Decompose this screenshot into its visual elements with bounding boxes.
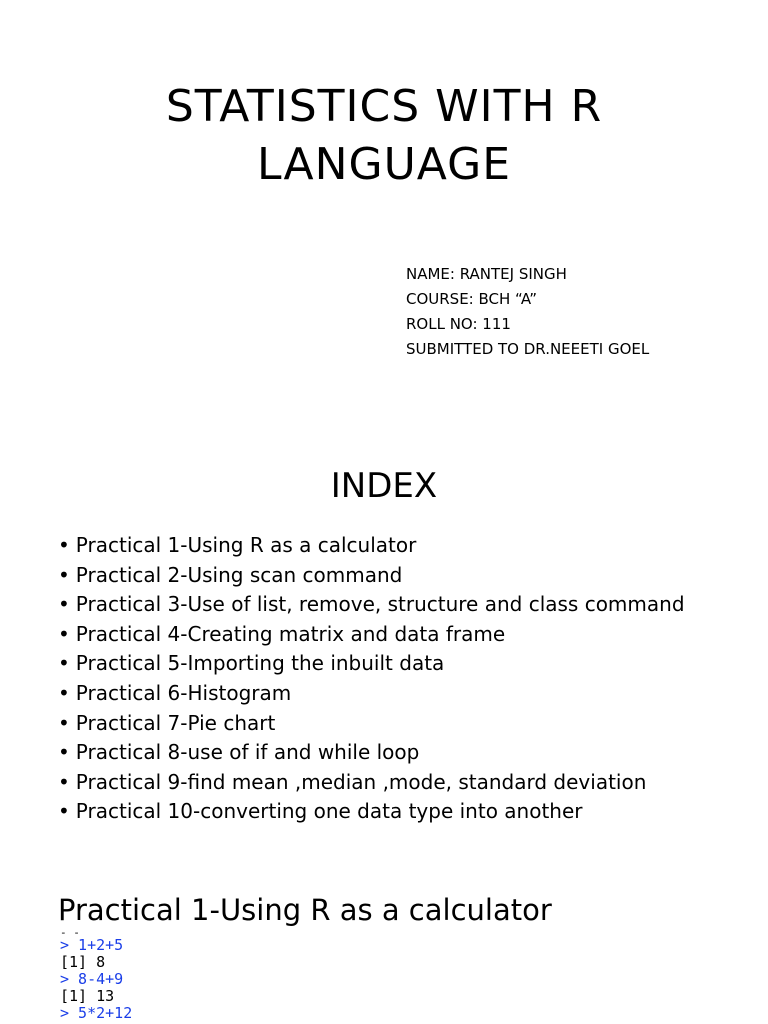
console-top-marker: - - [60,928,80,937]
bullet-icon: • [58,651,70,676]
bullet-icon: • [58,769,70,794]
bullet-icon: • [58,562,70,587]
index-list [58,531,685,827]
bullet-icon: • [58,533,70,557]
bullet-icon: • [58,799,70,824]
document-title [0,78,768,194]
index-item [58,768,685,798]
student-course: COURSE: BCH “A” [406,290,538,308]
index-item [58,797,685,827]
index-item-label: Practical 1-Using R as a calculator [75,533,417,557]
console-command-line: > 5*2+12 [60,1004,133,1022]
index-item [58,649,685,679]
index-item-label: Practical 10-converting one data type into another [75,799,583,824]
title-line-2: LANGUAGE [256,139,512,190]
index-item-label: Practical 5-Importing the inbuilt data [75,651,445,676]
console-command-line: > 8-4+9 [60,970,124,988]
console-result-line: [1] 8 [60,953,106,971]
index-item-label: Practical 6-Histogram [75,680,292,705]
index-item [58,620,685,650]
index-item [58,679,685,709]
bullet-icon: • [58,592,70,617]
practical-1-heading: Practical 1-Using R as a calculator [58,893,552,927]
console-result-line: [1] 13 [60,987,115,1005]
student-roll-no: ROLL NO: 111 [406,315,511,333]
index-item-label: Practical 2-Using scan command [75,562,403,587]
index-item [58,709,685,739]
index-item-label: Practical 3-Use of list, remove, structure and class command [75,592,685,617]
bullet-icon: • [58,680,70,705]
bullet-icon: • [58,710,70,735]
index-item-label: Practical 4-Creating matrix and data frame [75,621,506,646]
bullet-icon: • [58,740,70,765]
index-item [58,561,685,591]
index-item [58,738,685,768]
submitted-to: SUBMITTED TO DR.NEEETI GOEL [406,340,650,358]
index-item [58,531,685,561]
console-command-line: > 1+2+5 [60,936,124,954]
index-item-label: Practical 9-find mean ,median ,mode, standard deviation [75,769,647,794]
title-line-1: STATISTICS WITH R [165,81,603,132]
r-console-output [60,928,132,1022]
student-name: NAME: RANTEJ SINGH [406,265,567,283]
index-item-label: Practical 7-Pie chart [75,710,276,735]
index-heading: INDEX [330,466,438,506]
student-info [406,262,649,362]
index-item [58,590,685,620]
bullet-icon: • [58,621,70,646]
index-item-label: Practical 8-use of if and while loop [75,740,420,765]
